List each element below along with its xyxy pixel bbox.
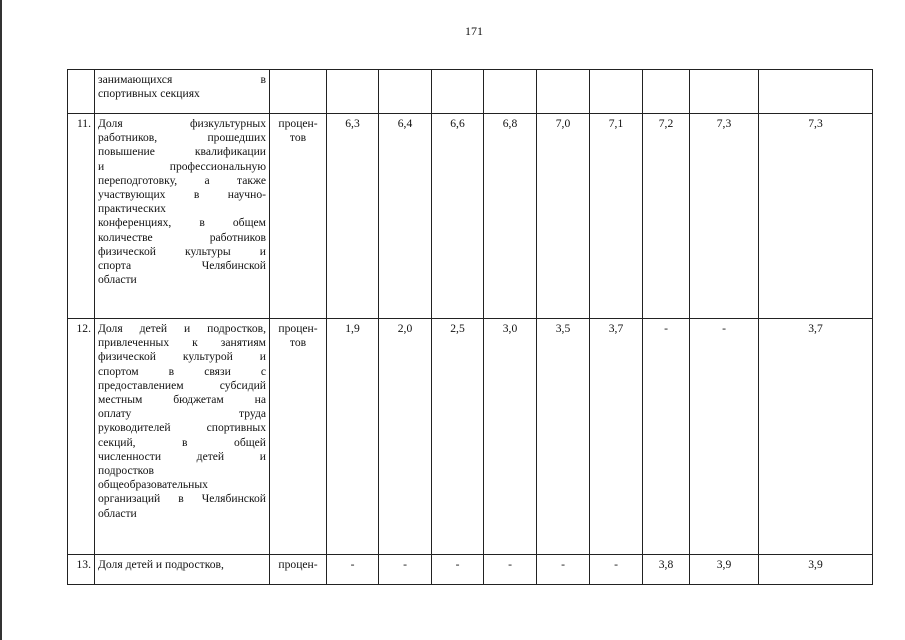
- value-cell: 3,8: [643, 555, 690, 585]
- description-line: работников, прошедших: [98, 131, 266, 145]
- value-cell: 7,1: [590, 114, 643, 319]
- description-line: спортивных секциях: [98, 87, 200, 101]
- description-line: спорта Челябинской: [98, 259, 266, 273]
- row-number: 11.: [68, 114, 95, 319]
- unit-line: тов: [289, 336, 307, 350]
- unit-cell: [270, 114, 327, 319]
- value-cell: [327, 70, 379, 114]
- page-number: 171: [465, 24, 483, 38]
- description-line: численности детей и: [98, 449, 266, 463]
- value-cell: -: [484, 555, 537, 585]
- description-line: привлеченных к занятиям: [98, 336, 266, 350]
- value-cell: 6,6: [432, 114, 484, 319]
- indicator-description: [95, 70, 270, 114]
- value-cell: 7,0: [537, 114, 590, 319]
- value-cell: -: [690, 319, 759, 555]
- description-line: занимающихся в: [98, 73, 266, 86]
- value-cell: [537, 70, 590, 114]
- value-cell: -: [432, 555, 484, 585]
- unit-line: тов: [289, 131, 307, 145]
- unit-cell: [270, 319, 327, 555]
- indicator-table: [67, 69, 873, 585]
- value-cell: [484, 70, 537, 114]
- description-line: переподготовку, а также: [98, 173, 266, 187]
- table-row: [68, 70, 873, 114]
- description-line: общеобразовательных: [98, 478, 208, 492]
- value-cell: [759, 70, 873, 114]
- description-line: предоставлением субсидий: [98, 378, 266, 392]
- value-cell: [690, 70, 759, 114]
- value-cell: [590, 70, 643, 114]
- row-number: 12.: [68, 319, 95, 555]
- indicator-description: [95, 555, 270, 585]
- table-row: [68, 555, 873, 585]
- value-cell: 1,9: [327, 319, 379, 555]
- value-cell: 2,5: [432, 319, 484, 555]
- description-line: руководителей спортивных: [98, 421, 266, 435]
- description-line: и профессиональную: [98, 159, 266, 173]
- unit-cell: [270, 70, 327, 114]
- description-line: области: [98, 506, 137, 520]
- description-line: физической культуры и: [98, 244, 266, 258]
- value-cell: -: [643, 319, 690, 555]
- description-line: конференциях, в общем: [98, 216, 266, 230]
- description-line: Доля детей и подростков,: [98, 558, 224, 571]
- value-cell: [643, 70, 690, 114]
- description-line: организаций в Челябинской: [98, 492, 266, 506]
- value-cell: 6,8: [484, 114, 537, 319]
- table-row: [68, 114, 873, 319]
- description-line: физической культурой и: [98, 350, 266, 364]
- description-line: участвующих в научно-: [98, 188, 266, 202]
- value-cell: 6,4: [379, 114, 432, 319]
- description-line: подростков: [98, 464, 154, 478]
- description-line: Доля физкультурных: [98, 117, 266, 130]
- row-number: 13.: [68, 555, 95, 585]
- value-cell: -: [590, 555, 643, 585]
- value-cell: -: [537, 555, 590, 585]
- value-cell: 2,0: [379, 319, 432, 555]
- unit-line: процен-: [278, 117, 318, 130]
- unit-line: процен-: [278, 558, 318, 571]
- value-cell: 6,3: [327, 114, 379, 319]
- value-cell: 3,0: [484, 319, 537, 555]
- unit-line: процен-: [278, 322, 318, 335]
- description-line: практических: [98, 202, 166, 216]
- description-line: секций, в общей: [98, 435, 266, 449]
- description-line: местным бюджетам на: [98, 393, 266, 407]
- table-row: [68, 319, 873, 555]
- description-line: количестве работников: [98, 230, 266, 244]
- page-left-border: [0, 0, 2, 640]
- unit-cell: [270, 555, 327, 585]
- value-cell: 3,7: [759, 319, 873, 555]
- description-line: повышение квалификации: [98, 145, 266, 159]
- indicator-description: [95, 114, 270, 319]
- value-cell: -: [379, 555, 432, 585]
- value-cell: [432, 70, 484, 114]
- value-cell: [379, 70, 432, 114]
- value-cell: 3,9: [690, 555, 759, 585]
- description-line: оплату труда: [98, 407, 266, 421]
- indicator-description: [95, 319, 270, 555]
- value-cell: 3,7: [590, 319, 643, 555]
- value-cell: 7,3: [759, 114, 873, 319]
- value-cell: 3,5: [537, 319, 590, 555]
- row-number: [68, 70, 95, 114]
- description-line: Доля детей и подростков,: [98, 322, 266, 335]
- value-cell: -: [327, 555, 379, 585]
- description-line: спортом в связи с: [98, 364, 266, 378]
- value-cell: 7,2: [643, 114, 690, 319]
- description-line: области: [98, 273, 137, 287]
- value-cell: 7,3: [690, 114, 759, 319]
- value-cell: 3,9: [759, 555, 873, 585]
